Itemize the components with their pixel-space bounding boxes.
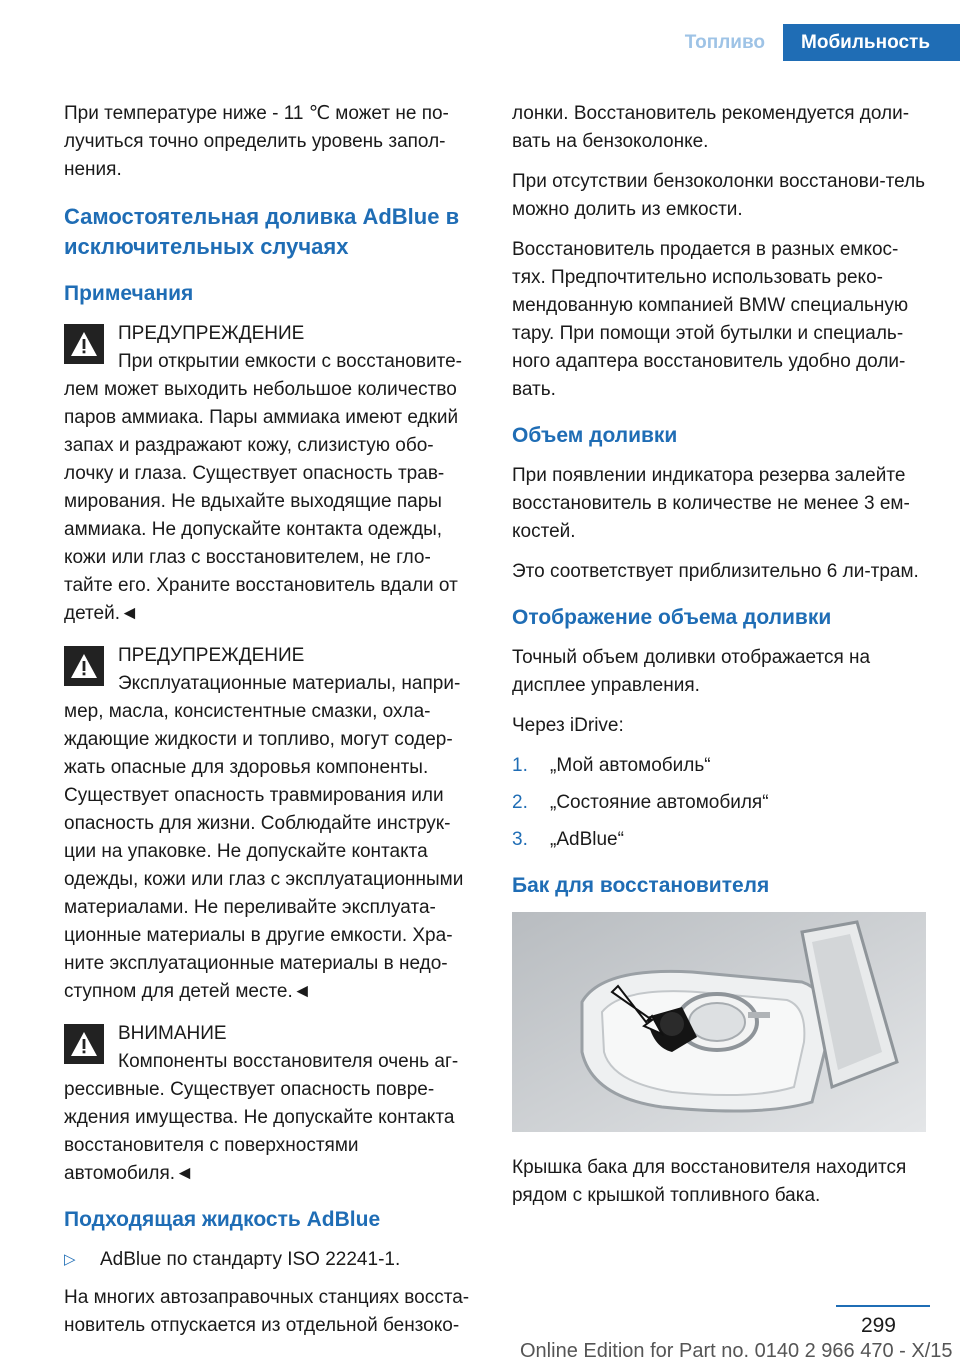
subheading-notes: Примечания — [64, 282, 194, 305]
page-number: 299 — [860, 1314, 896, 1337]
subheading-suitable-fluid: Подходящая жидкость AdBlue — [64, 1208, 381, 1231]
warning-triangle-icon — [64, 1024, 104, 1064]
tab-mobility[interactable]: Мобильность — [783, 24, 960, 61]
paragraph: На многих автозаправочных станциях восста-новитель отпускается из отдельной бензоко- — [64, 1287, 470, 1336]
list-item: 3. „AdBlue“ — [512, 829, 624, 850]
subheading-refill-volume: Объем доливки — [512, 424, 678, 447]
bullet-triangle-icon: ▷ — [64, 1251, 76, 1268]
paragraph: Точный объем доливки отображается на дисплее управления. — [512, 647, 871, 696]
caution-block — [64, 1020, 478, 1188]
caution-title: ВНИМАНИЕ — [118, 1023, 227, 1044]
subheading-reducing-agent-tank: Бак для восстановителя — [512, 874, 770, 897]
paragraph: лонки. Восстановитель рекомендуется доли-вать на бензоколонке. — [512, 103, 910, 152]
right-column — [512, 100, 926, 1222]
paragraph: При появлении индикатора резерва залейте восстановитель в количестве не менее 3 ем-костей. — [512, 465, 910, 542]
warning-text: мер, масла, консистентные смазки, охла-ждающие жидкости и топливо, могут содер-жать опасные для здоровья компоненты. Существует опасность травмирования или опасность для жизни. Соблюдайте инструк-ции на упаковке. Не допускайте контакта одежды, кожи или глаз с эксплуатационными материалами. Не переливайте эксплуата-ционные материалы в другие емкости. Хра-ните эксплуатационные материалы в недо-ступном для детей месте.◄ — [64, 701, 464, 1002]
warning-text: лем может выходить небольшое количество паров аммиака. Пары аммиака имеют едкий запах и раздражают кожу, слизистую обо-лочку и глаза. Существует опасность трав-мирования. Не вдыхайте выходящие пары аммиака. Не допускайте контакта одежды, кожи или глаз с восстановителем, не гло-тайте его. Храните восстановитель вдали от детей.◄ — [64, 379, 459, 624]
header-tabs — [667, 24, 960, 61]
subheading-display-volume: Отображение объема доливки — [512, 606, 832, 629]
footer-rule — [836, 1305, 930, 1307]
warning-title: ПРЕДУПРЕЖДЕНИЕ — [118, 645, 305, 666]
warning-block-2 — [64, 642, 478, 1006]
warning-text-first: Эксплуатационные материалы, напри- — [118, 673, 461, 694]
tab-fuel[interactable]: Топливо — [667, 24, 783, 61]
list-item: 1. „Мой автомобиль“ — [512, 755, 711, 776]
warning-title: ПРЕДУПРЕЖДЕНИЕ — [118, 323, 305, 344]
list-item: 2. „Состояние автомобиля“ — [512, 792, 769, 813]
tank-cap-photo — [512, 912, 926, 1132]
caution-text-first: Компоненты восстановителя очень аг- — [118, 1051, 459, 1072]
warning-triangle-icon — [64, 646, 104, 686]
idrive-steps — [512, 752, 926, 854]
section-heading-self-refill: Самостоятельная доливка AdBlue в исключительных случаях — [64, 204, 460, 259]
paragraph: Восстановитель продается в разных емкос-тях. Предпочтительно использовать реко-мендованную компанией BMW специальную тару. При помощи этой бутылки и специаль-ного адаптера восстановитель удобно доли-вать. — [512, 239, 909, 400]
online-edition-note: Online Edition for Part no. 0140 2 966 470 - X/15 — [520, 1340, 953, 1362]
intro-paragraph: При температуре ниже - 11 ℃ может не по-лучиться точно определить уровень запол-нения. — [64, 103, 449, 180]
list-item-text: AdBlue по стандарту ISO 22241-1. — [100, 1249, 401, 1270]
left-column — [64, 100, 478, 1352]
caution-text: рессивные. Существует опасность повре-ждения имущества. Не допускайте контакта восстановителя с поверхностями автомобиля.◄ — [64, 1079, 455, 1184]
warning-block-1 — [64, 320, 478, 628]
paragraph: При отсутствии бензоколонки восстанови-тель можно долить из емкости. — [512, 171, 926, 220]
image-caption: Крышка бака для восстановителя находится рядом с крышкой топливного бака. — [512, 1157, 907, 1206]
list-item — [64, 1246, 478, 1274]
warning-text-first: При открытии емкости с восстановите- — [118, 351, 462, 372]
warning-triangle-icon — [64, 324, 104, 364]
paragraph: Через iDrive: — [512, 715, 624, 736]
paragraph: Это соответствует приблизительно 6 ли-трам. — [512, 561, 919, 582]
